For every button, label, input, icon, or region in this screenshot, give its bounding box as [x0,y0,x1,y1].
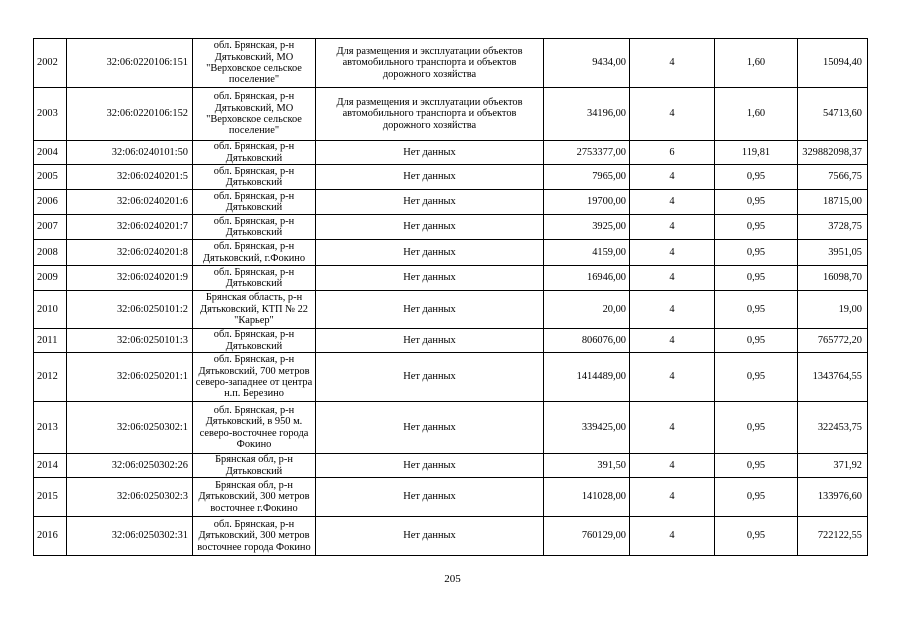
permitted-use: Нет данных [316,454,544,478]
cadastral-number: 32:06:0250201:1 [67,353,193,402]
row-number: 2004 [34,141,67,165]
cadastral-number: 32:06:0240201:6 [67,190,193,215]
cadastral-number: 32:06:0250101:3 [67,329,193,353]
specific-indicator: 119,81 [715,141,798,165]
group-code: 4 [630,215,715,240]
group-code: 4 [630,165,715,190]
table-row [34,240,868,266]
cadastral-value: 16098,70 [798,266,868,291]
group-code: 4 [630,39,715,88]
group-code: 4 [630,402,715,454]
table-row [34,215,868,240]
row-number: 2010 [34,291,67,329]
permitted-use: Нет данных [316,402,544,454]
area: 141028,00 [544,478,630,517]
specific-indicator: 0,95 [715,190,798,215]
specific-indicator: 0,95 [715,240,798,266]
area: 1414489,00 [544,353,630,402]
specific-indicator: 0,95 [715,402,798,454]
address: обл. Брянская, р-н Дятьковский, в 950 м. северо-восточнее города Фокино [193,402,316,454]
cadastral-number: 32:06:0220106:151 [67,39,193,88]
area: 34196,00 [544,88,630,141]
permitted-use: Нет данных [316,165,544,190]
table-row [34,517,868,556]
address: Брянская область, р-н Дятьковский, КТП № 22 "Карьер" [193,291,316,329]
row-number: 2005 [34,165,67,190]
cadastral-number: 32:06:0250302:31 [67,517,193,556]
specific-indicator: 0,95 [715,478,798,517]
row-number: 2008 [34,240,67,266]
page-number: 205 [444,573,461,585]
row-number: 2009 [34,266,67,291]
address: Брянская обл, р-н Дятьковский, 300 метров восточнее г.Фокино [193,478,316,517]
cadastral-number: 32:06:0240201:7 [67,215,193,240]
specific-indicator: 0,95 [715,454,798,478]
row-number: 2012 [34,353,67,402]
cadastral-number: 32:06:0250101:2 [67,291,193,329]
row-number: 2002 [34,39,67,88]
row-number: 2007 [34,215,67,240]
cadastral-number: 32:06:0240201:5 [67,165,193,190]
permitted-use: Для размещения и эксплуатации объектов автомобильного транспорта и объектов дорожного хозяйства [316,39,544,88]
table-row [34,39,868,88]
cadastral-value: 722122,55 [798,517,868,556]
permitted-use: Нет данных [316,478,544,517]
permitted-use: Нет данных [316,190,544,215]
group-code: 4 [630,353,715,402]
cadastral-value: 19,00 [798,291,868,329]
specific-indicator: 0,95 [715,329,798,353]
row-number: 2006 [34,190,67,215]
specific-indicator: 0,95 [715,291,798,329]
group-code: 4 [630,190,715,215]
area: 9434,00 [544,39,630,88]
address: обл. Брянская, р-н Дятьковский [193,215,316,240]
specific-indicator: 1,60 [715,39,798,88]
permitted-use: Нет данных [316,353,544,402]
specific-indicator: 0,95 [715,266,798,291]
address: обл. Брянская, р-н Дятьковский, 700 метров северо-западнее от центра н.п. Березино [193,353,316,402]
address: обл. Брянская, р-н Дятьковский [193,266,316,291]
cadastral-value: 1343764,55 [798,353,868,402]
address: обл. Брянская, р-н Дятьковский, МО "Верховское сельское поселение" [193,88,316,141]
address: Брянская обл, р-н Дятьковский [193,454,316,478]
area: 7965,00 [544,165,630,190]
area: 2753377,00 [544,141,630,165]
cadastral-number: 32:06:0250302:1 [67,402,193,454]
cadastral-value: 54713,60 [798,88,868,141]
area: 806076,00 [544,329,630,353]
specific-indicator: 0,95 [715,353,798,402]
specific-indicator: 0,95 [715,215,798,240]
table-row [34,291,868,329]
cadastral-number: 32:06:0220106:152 [67,88,193,141]
cadastral-value: 322453,75 [798,402,868,454]
permitted-use: Нет данных [316,329,544,353]
table-row [34,478,868,517]
specific-indicator: 1,60 [715,88,798,141]
address: обл. Брянская, р-н Дятьковский [193,165,316,190]
group-code: 4 [630,478,715,517]
cadastral-value: 133976,60 [798,478,868,517]
land-plots-table [33,38,868,556]
group-code: 4 [630,266,715,291]
row-number: 2016 [34,517,67,556]
address: обл. Брянская, р-н Дятьковский [193,329,316,353]
address: обл. Брянская, р-н Дятьковский, МО "Верховское сельское поселение" [193,39,316,88]
area: 760129,00 [544,517,630,556]
permitted-use: Нет данных [316,240,544,266]
cadastral-value: 18715,00 [798,190,868,215]
cadastral-value: 371,92 [798,454,868,478]
row-number: 2013 [34,402,67,454]
table-body [34,39,868,556]
cadastral-number: 32:06:0250302:26 [67,454,193,478]
table-row [34,402,868,454]
table-row [34,329,868,353]
row-number: 2014 [34,454,67,478]
table-row [34,88,868,141]
permitted-use: Нет данных [316,141,544,165]
area: 19700,00 [544,190,630,215]
specific-indicator: 0,95 [715,165,798,190]
table-row [34,190,868,215]
row-number: 2003 [34,88,67,141]
address: обл. Брянская, р-н Дятьковский, г.Фокино [193,240,316,266]
cadastral-number: 32:06:0240201:8 [67,240,193,266]
table-row [34,165,868,190]
cadastral-number: 32:06:0250302:3 [67,478,193,517]
row-number: 2015 [34,478,67,517]
area: 20,00 [544,291,630,329]
address: обл. Брянская, р-н Дятьковский [193,190,316,215]
permitted-use: Нет данных [316,517,544,556]
address: обл. Брянская, р-н Дятьковский [193,141,316,165]
table-row [34,454,868,478]
group-code: 4 [630,240,715,266]
permitted-use: Нет данных [316,291,544,329]
specific-indicator: 0,95 [715,517,798,556]
table-row [34,141,868,165]
permitted-use: Для размещения и эксплуатации объектов автомобильного транспорта и объектов дорожного хозяйства [316,88,544,141]
group-code: 4 [630,88,715,141]
cadastral-number: 32:06:0240201:9 [67,266,193,291]
cadastral-value: 3728,75 [798,215,868,240]
cadastral-value: 3951,05 [798,240,868,266]
cadastral-value: 329882098,37 [798,141,868,165]
area: 16946,00 [544,266,630,291]
cadastral-value: 7566,75 [798,165,868,190]
group-code: 4 [630,329,715,353]
group-code: 4 [630,454,715,478]
cadastral-number: 32:06:0240101:50 [67,141,193,165]
table-row [34,266,868,291]
group-code: 4 [630,517,715,556]
group-code: 4 [630,291,715,329]
permitted-use: Нет данных [316,266,544,291]
cadastral-value: 15094,40 [798,39,868,88]
area: 4159,00 [544,240,630,266]
area: 339425,00 [544,402,630,454]
row-number: 2011 [34,329,67,353]
permitted-use: Нет данных [316,215,544,240]
address: обл. Брянская, р-н Дятьковский, 300 метров восточнее города Фокино [193,517,316,556]
area: 3925,00 [544,215,630,240]
table-row [34,353,868,402]
group-code: 6 [630,141,715,165]
cadastral-value: 765772,20 [798,329,868,353]
area: 391,50 [544,454,630,478]
